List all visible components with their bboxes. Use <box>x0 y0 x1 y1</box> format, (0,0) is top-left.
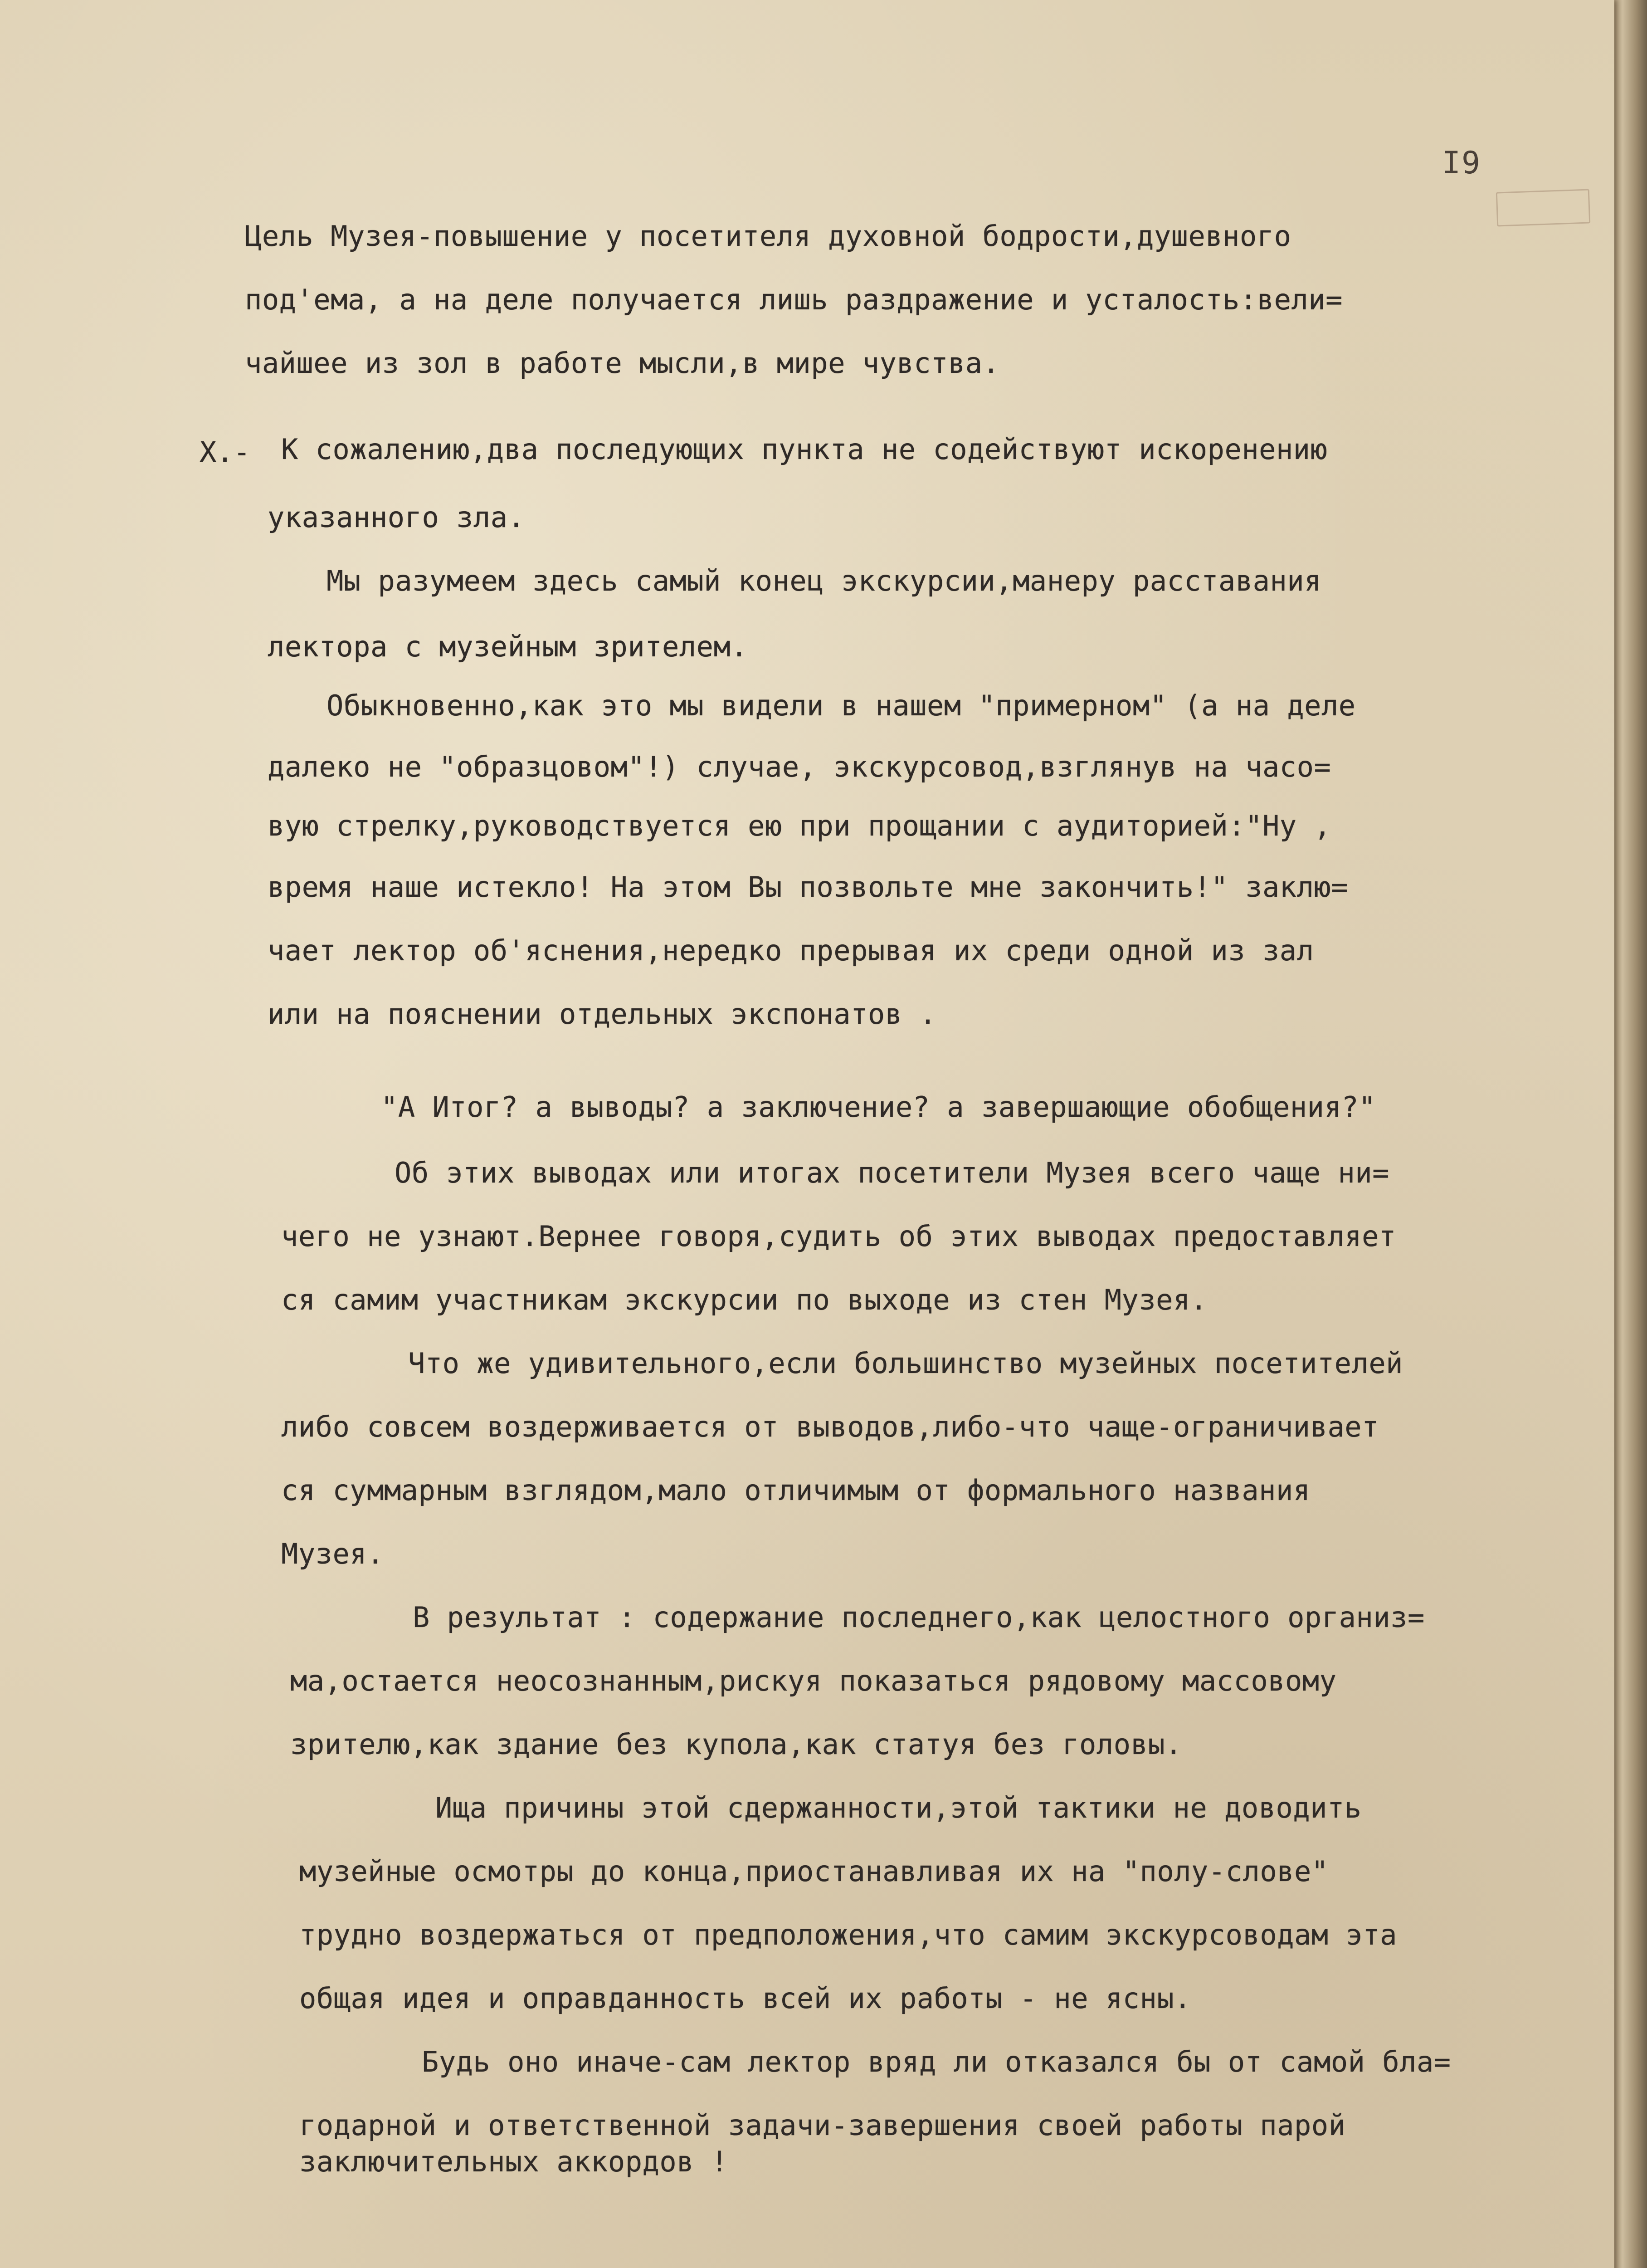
section-marker: X.- <box>200 435 250 469</box>
text-line: чает лектор об'яснения,нередко прерывая их среди одной из зал <box>268 934 1314 967</box>
text-line: Цель Музея-повышение у посетителя духовной бодрости,душевного <box>245 220 1291 253</box>
text-line: чего не узнают.Вернее говоря,судить об этих выводах предоставляет <box>281 1220 1396 1253</box>
text-line: "А Итог? а выводы? а заключение? а завершающие обобщения?" <box>381 1090 1376 1124</box>
text-line: Обыкновенно,как это мы видели в нашем "примерном" (а на деле <box>326 689 1356 722</box>
text-line: чайшее из зол в работе мысли,в мире чувства. <box>245 347 1000 380</box>
text-line: годарной и ответственной задачи-завершения своей работы парой <box>299 2109 1346 2142</box>
text-line: лектора с музейным зрителем. <box>268 630 748 663</box>
page-number: I9 <box>1442 145 1481 181</box>
text-line: Что же удивительного,если большинство музейных посетителей <box>408 1347 1403 1380</box>
text-line: либо совсем воздерживается от выводов,либо-что чаще-ограничивает <box>281 1410 1379 1443</box>
text-line: музейные осмотры до конца,приостанавливая их на "полу-слове" <box>299 1855 1329 1888</box>
text-line: Музея. <box>281 1537 384 1570</box>
text-line: Мы разумеем здесь самый конец экскурсии,манеру расставания <box>326 564 1321 597</box>
text-line: ма,остается неосознанным,рискуя показаться рядовому массовому <box>290 1664 1337 1697</box>
faded-stamp <box>1496 189 1591 226</box>
text-line: общая идея и оправданность всей их работы - не ясны. <box>299 1982 1192 2015</box>
text-line: ся самим участникам экскурсии по выходе из стен Музея. <box>281 1283 1208 1316</box>
text-line: под'ема, а на деле получается лишь раздражение и усталость:вели= <box>245 283 1343 316</box>
text-line: Ища причины этой сдержанности,этой тактики не доводить <box>435 1791 1362 1824</box>
text-line: зрителю,как здание без купола,как статуя без головы. <box>290 1728 1183 1761</box>
text-line: вую стрелку,руководствуется ею при прощании с аудиторией:"Ну , <box>268 809 1331 842</box>
text-line: время наше истекло! На этом Вы позвольте мне закончить!" заклю= <box>268 870 1349 904</box>
text-line: или на пояснении отдельных экспонатов . <box>268 997 937 1031</box>
text-line: В результат : содержание последнего,как целостного организ= <box>413 1601 1425 1634</box>
text-line: заключительных аккордов ! <box>299 2145 728 2178</box>
text-line: далеко не "образцовом"!) случае, экскурсовод,взглянув на часо= <box>268 750 1331 783</box>
text-line: ся суммарным взглядом,мало отличимым от формального названия <box>281 1474 1311 1507</box>
text-line: Об этих выводах или итогах посетители Музея всего чаще ни= <box>395 1156 1389 1189</box>
text-line: К сожалению,два последующих пункта не содействуют искоренению <box>281 433 1328 466</box>
text-line: Будь оно иначе-сам лектор вряд ли отказался бы от самой бла= <box>422 2045 1451 2078</box>
text-line: трудно воздержаться от предположения,что самим экскурсоводам эта <box>299 1918 1397 1951</box>
text-line: указанного зла. <box>268 501 525 534</box>
